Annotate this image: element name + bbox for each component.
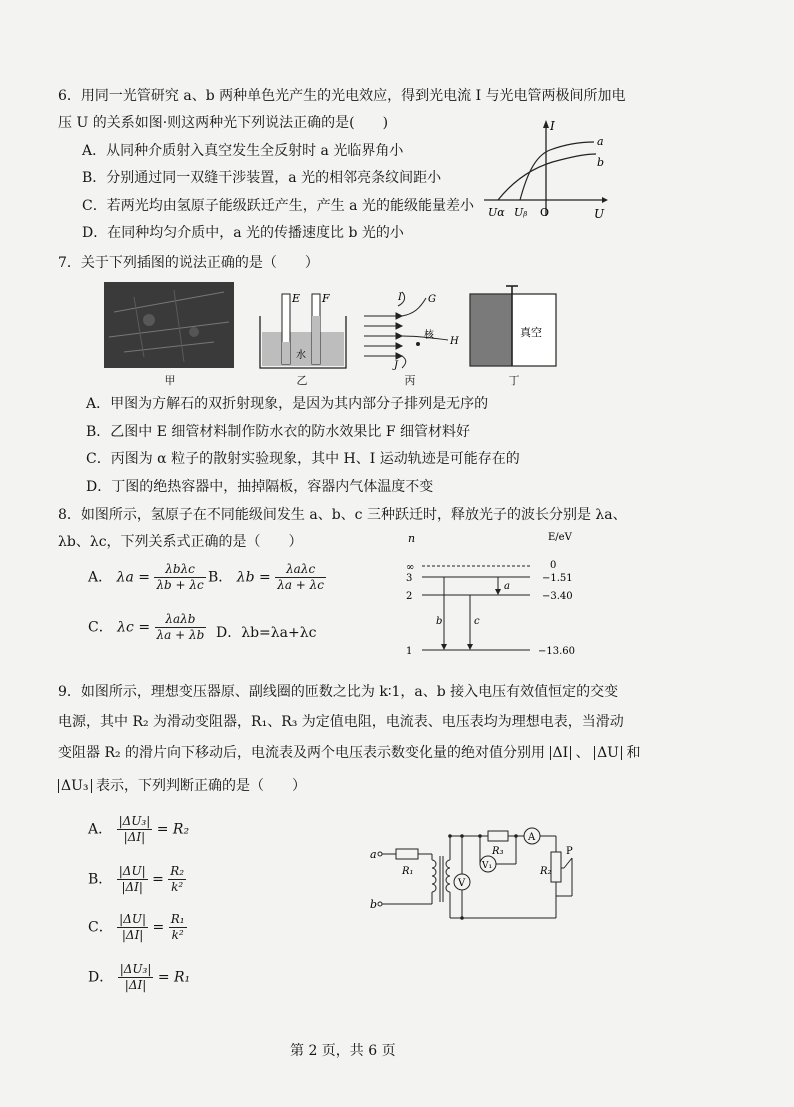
- fig-yi-label: 乙: [296, 374, 308, 387]
- q9-stem-and: 和: [626, 745, 641, 761]
- q8-c-lhs: λc: [117, 619, 134, 636]
- q9-a-den: |ΔI|: [123, 830, 146, 844]
- q9-b-rhs-num: R₂: [170, 864, 185, 878]
- q9-c-den: |ΔI|: [121, 928, 144, 942]
- q7-option-d: D．丁图的绝热容器中，抽掉隔板，容器内气体温度不变: [86, 479, 434, 495]
- q8-b-eq: =: [259, 569, 271, 586]
- q9-a-rhs: = R₂: [156, 821, 190, 838]
- q8-b-lhs: λb: [236, 569, 255, 586]
- axis-i-label: I: [550, 119, 555, 133]
- transformer-circuit: [366, 818, 592, 928]
- fig-ding-label: 丁: [508, 374, 520, 387]
- q8-b-fraction: [275, 562, 326, 593]
- q8-c-eq: =: [138, 619, 151, 636]
- q8-a-fraction: [154, 562, 205, 593]
- q7-option-a: A．甲图为方解石的双折射现象，是因为其内部分子排列是无序的: [86, 396, 489, 412]
- q9-c-num: |ΔU|: [119, 912, 147, 926]
- q8-option-b: [208, 562, 326, 593]
- q9-c-rhs-fraction: [169, 912, 187, 943]
- fig-bing-label: 丙: [404, 374, 416, 387]
- nucleus-label: 核: [424, 330, 434, 341]
- track-j-label: J: [394, 360, 399, 370]
- delta-u3-abs: ΔU₃: [58, 779, 92, 793]
- q9-option-d: [88, 962, 190, 993]
- q9-stem-sep: 、: [575, 745, 590, 761]
- q8-b-letter: B．: [208, 569, 233, 586]
- q8-b-den: λa + λc: [277, 578, 325, 592]
- track-i-label: I: [398, 292, 402, 303]
- q9-c-rhs-den: k²: [171, 928, 184, 942]
- tube-f-label: F: [322, 292, 330, 305]
- terminal-b-label: b: [370, 898, 378, 911]
- q6-option-c: C．若两光均由氢原子能级跃迁产生，产生 a 光的能级能量差小: [82, 198, 474, 214]
- transition-c-label: c: [474, 616, 480, 627]
- q6-option-b: B．分别通过同一双缝干涉装置，a 光的相邻亮条纹间距小: [82, 170, 442, 186]
- transition-a-label: a: [504, 581, 510, 592]
- r3-label: R₃: [492, 846, 504, 857]
- water-label: 水: [296, 350, 306, 361]
- q9-stem-line3: [58, 743, 640, 763]
- q7-stem: 7．关于下列插图的说法正确的是（ ）: [58, 255, 319, 271]
- q6-option-a: A．从同种介质射入真空发生全反射时 a 光临界角小: [82, 143, 404, 159]
- q9-a-letter: A．: [88, 821, 113, 838]
- q8-b-num: λaλc: [275, 562, 326, 578]
- q9-b-num: |ΔU|: [118, 864, 146, 878]
- energy-axis-label: E/eV: [548, 532, 572, 543]
- page-footer: 第 2 页，共 6 页: [290, 1043, 396, 1059]
- q8-a-den: λb + λc: [156, 578, 204, 592]
- fig-jia-photo: [104, 282, 234, 368]
- q9-option-c: [88, 912, 187, 943]
- level-3-n: 3: [406, 573, 413, 584]
- q8-a-lhs: λa: [116, 569, 134, 586]
- level-1-n: 1: [406, 646, 413, 657]
- fig-jia-label: 甲: [164, 374, 176, 387]
- fig-ding-container: [468, 284, 560, 370]
- q9-c-eq: =: [152, 919, 165, 936]
- level-2-e: −3.40: [542, 591, 573, 602]
- q9-stem-line1: 9．如图所示，理想变压器原、副线圈的匝数之比为 k∶1，a、b 接入电压有效值恒定的交变: [58, 684, 619, 700]
- fig-yi-capillary: [258, 286, 348, 370]
- q8-option-c: [88, 612, 206, 643]
- curve-a-label: a: [597, 135, 604, 148]
- q9-c-rhs-num: R₁: [170, 912, 185, 926]
- q9-c-letter: C．: [88, 919, 113, 936]
- q9-b-fraction: [117, 864, 148, 895]
- q9-d-letter: D．: [88, 969, 114, 986]
- q8-c-fraction: [155, 612, 207, 643]
- r1-label: R₁: [402, 866, 414, 877]
- voltmeter-v-label: V: [458, 878, 466, 889]
- q9-d-rhs: = R₁: [157, 969, 191, 986]
- q8-a-num: λbλc: [154, 562, 205, 578]
- r2-label: R₂: [540, 866, 552, 877]
- q9-stem-line3-text: 变阻器 R₂ 的滑片向下移动后，电流表及两个电压表示数变化量的绝对值分别用: [58, 745, 546, 761]
- origin-label: O: [540, 206, 550, 219]
- level-inf-e: 0: [550, 560, 557, 571]
- q9-d-fraction: [118, 962, 154, 993]
- fig-bing-scattering: [362, 288, 462, 370]
- level-2-n: 2: [406, 591, 413, 602]
- q9-option-b: [88, 864, 186, 895]
- n-axis-label: n: [408, 532, 416, 545]
- q9-c-fraction: [117, 912, 148, 943]
- q9-stem-line4: [58, 776, 306, 796]
- terminal-a-label: a: [370, 848, 377, 861]
- energy-level-diagram: [400, 526, 600, 660]
- voltmeter-v1-label: V₁: [482, 861, 493, 871]
- q8-c-den: λa + λb: [156, 628, 205, 642]
- q8-a-letter: A．: [88, 569, 113, 586]
- q8-option-a: [88, 562, 206, 593]
- ua-label: Uα: [488, 206, 505, 219]
- slider-p-label: P: [566, 846, 573, 857]
- level-1-e: −13.60: [538, 646, 576, 657]
- q6-option-d: D．在同种均匀介质中，a 光的传播速度比 b 光的小: [82, 225, 404, 241]
- q7-option-c: C．丙图为 α 粒子的散射实验现象，其中 H、I 运动轨迹是可能存在的: [86, 451, 520, 467]
- track-g-label: G: [428, 294, 436, 305]
- q9-option-a: [88, 814, 189, 845]
- q9-a-num: |ΔU₃|: [118, 814, 151, 828]
- q9-b-den: |ΔI|: [121, 880, 143, 894]
- q6-stem-line1: 6．用同一光管研究 a、b 两种单色光产生的光电效应，得到光电流 I 与光电管两极间所加电: [58, 88, 626, 104]
- delta-u-abs: ΔU: [594, 746, 622, 760]
- photocurrent-graph: [480, 112, 610, 224]
- q8-c-letter: C．: [88, 619, 113, 636]
- delta-i-abs: ΔI: [550, 746, 572, 760]
- q6-stem-line2: 压 U 的关系如图·则这两种光下列说法正确的是( ): [58, 115, 389, 131]
- q8-stem-line2: λb、λc，下列关系式正确的是（ ）: [58, 534, 303, 550]
- axis-u-label: U: [594, 207, 605, 221]
- q9-b-rhs-den: k²: [171, 880, 184, 894]
- q9-stem-line4-text: 表示，下列判断正确的是（ ）: [95, 778, 306, 794]
- tube-e-label: E: [292, 292, 301, 305]
- q9-b-letter: B．: [88, 871, 113, 888]
- level-3-e: −1.51: [542, 573, 573, 584]
- q8-c-num: λaλb: [155, 612, 207, 628]
- q9-stem-line2: 电源，其中 R₂ 为滑动变阻器，R₁、R₃ 为定值电阻，电流表、电压表均为理想电表，当滑动: [58, 714, 624, 730]
- q9-b-eq: =: [152, 871, 164, 888]
- q9-a-fraction: [117, 814, 153, 845]
- q7-option-b: B．乙图中 E 细管材料制作防水衣的防水效果比 F 细管材料好: [86, 424, 471, 440]
- q8-option-d: D．λb=λa+λc: [216, 625, 317, 641]
- q9-d-den: |ΔI|: [124, 978, 147, 992]
- ub-label: Uᵦ: [514, 206, 528, 219]
- q9-d-num: |ΔU₃|: [119, 962, 152, 976]
- q9-b-rhs-fraction: [168, 864, 186, 895]
- ammeter-label: A: [528, 832, 536, 843]
- q8-stem-line1: 8．如图所示，氢原子在不同能级间发生 a、b、c 三种跃迁时，释放光子的波长分别是 λa、: [58, 507, 627, 523]
- transition-b-label: b: [436, 616, 443, 627]
- level-inf-n: ∞: [406, 562, 415, 573]
- q8-a-eq: =: [138, 569, 150, 586]
- track-h-label: H: [450, 336, 459, 347]
- curve-b-label: b: [597, 156, 605, 169]
- vacuum-label: 真空: [520, 326, 542, 339]
